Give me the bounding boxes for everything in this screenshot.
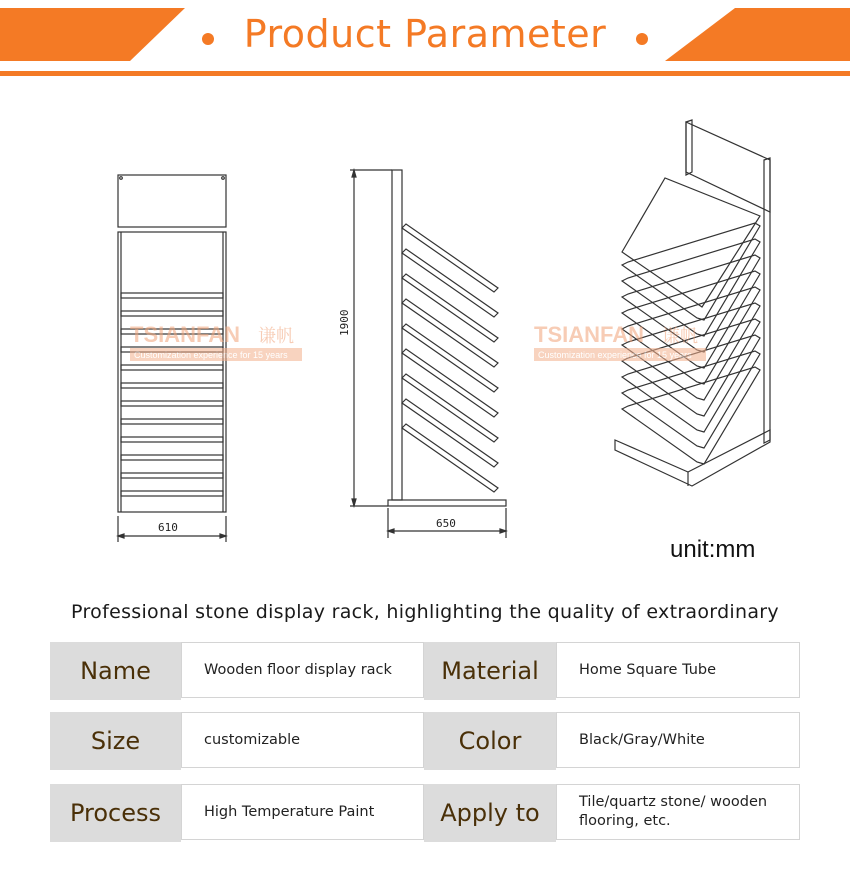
param-value: Wooden floor display rack xyxy=(181,642,424,698)
watermark-brand: TSIANFAN xyxy=(534,322,644,347)
page-title: Product Parameter xyxy=(243,12,607,56)
param-label: Color xyxy=(424,712,556,770)
param-label: Material xyxy=(424,642,556,700)
header-banner xyxy=(0,0,850,80)
front-width-label: 610 xyxy=(158,521,178,534)
side-height-label: 1900 xyxy=(338,309,351,336)
table-row xyxy=(50,642,800,700)
param-label: Apply to xyxy=(424,784,556,842)
param-value: High Temperature Paint xyxy=(181,784,424,840)
tagline: Professional stone display rack, highlighting the quality of extraordinary xyxy=(71,601,779,623)
param-label: Process xyxy=(50,784,181,842)
param-value: Home Square Tube xyxy=(556,642,800,698)
watermark-right xyxy=(534,322,706,361)
param-label: Name xyxy=(50,642,181,700)
unit-label: unit:mm xyxy=(670,536,756,563)
watermark-slogan: Customization experience for 15 years xyxy=(134,350,288,360)
table-row xyxy=(50,784,800,842)
watermark-brand: TSIANFAN xyxy=(130,322,240,347)
param-label: Size xyxy=(50,712,181,770)
param-value: customizable xyxy=(181,712,424,768)
side-depth-label: 650 xyxy=(436,517,456,530)
watermark-left xyxy=(130,322,302,361)
param-value: Black/Gray/White xyxy=(556,712,800,768)
technical-drawings xyxy=(0,85,850,585)
watermark-brand-cn: 谦帆 xyxy=(662,326,698,347)
watermark-brand-cn: 谦帆 xyxy=(258,326,294,347)
side-view-drawing xyxy=(350,170,506,538)
table-row xyxy=(50,712,800,770)
isometric-view-drawing xyxy=(615,120,770,486)
watermark-slogan: Customization experience for 15 years xyxy=(538,350,692,360)
param-value: Tile/quartz stone/ wooden flooring, etc. xyxy=(556,784,800,840)
